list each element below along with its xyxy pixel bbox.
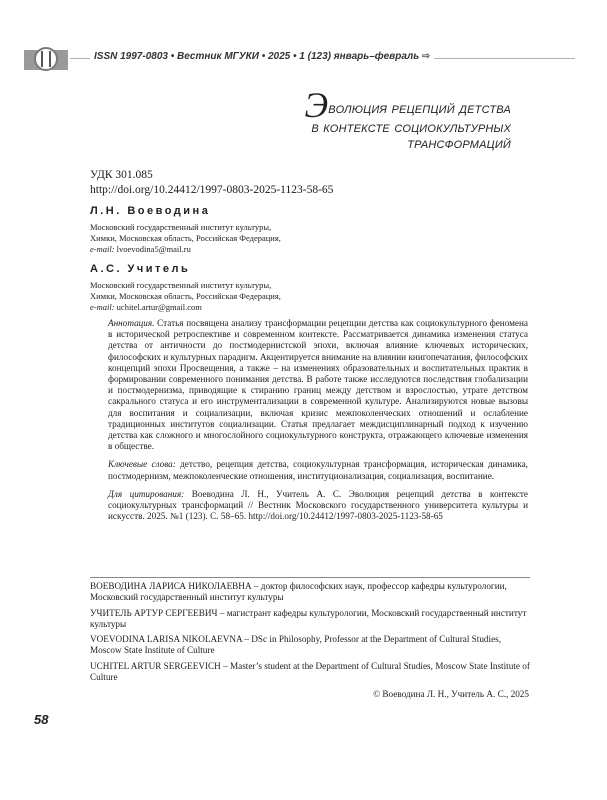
email-label: e-mail:: [90, 302, 115, 312]
abstract-paragraph: [108, 318, 528, 452]
copyright-notice: © Воеводина Л. Н., Учитель А. С., 2025: [373, 689, 529, 699]
bio-name: VOEVODINA LARISA NIKOLAEVNA: [90, 634, 243, 644]
author-bio-2: [90, 608, 530, 630]
article-title: [304, 85, 511, 152]
title-line-3: трансформаций: [407, 135, 511, 152]
doi-link[interactable]: http://doi.org/10.24412/1997-0803-2025-1123-58-65: [90, 184, 334, 196]
author-name: Л.Н. Воеводина: [90, 205, 211, 217]
running-header: ISSN 1997-0803 • Вестник МГУКИ • 2025 • 1 (123) январь–февраль ⇨: [90, 51, 434, 62]
keywords-label: Ключевые слова:: [108, 459, 176, 470]
citation-label: Для цитирования:: [108, 488, 185, 499]
author-block-1: [90, 205, 281, 255]
keywords-text: детство, рецепция детства, социокультурная трансформация, историческая динамика, постмодернизм, межпоколенческие отношения, институционализация, социализация, воспитание.: [108, 459, 528, 481]
bio-text: – магистрант кафедры культурологии, Московский государственный институт культуры: [90, 608, 527, 629]
keywords-paragraph: [108, 459, 528, 481]
bio-text: – DSc in Philosophy, Professor at the Department of Cultural Studies, Moscow State Institute of Culture: [90, 634, 502, 655]
author-email[interactable]: uchitel.artur@gmail.com: [116, 302, 202, 312]
abstract-section: [108, 318, 528, 529]
bio-name: UCHITEL ARTUR SERGEEVICH: [90, 661, 221, 671]
author-location: Химки, Московская область, Российская Федерация,: [90, 233, 281, 243]
citation-paragraph: [108, 489, 528, 523]
page-number: 58: [34, 712, 49, 727]
author-bio-4: [90, 661, 530, 683]
abstract-label: Аннотация.: [108, 318, 155, 328]
bio-name: УЧИТЕЛЬ АРТУР СЕРГЕЕВИЧ: [90, 608, 218, 618]
udk-code: УДК 301.085: [90, 169, 153, 181]
title-line-1-text: волюция рецепций детства: [328, 100, 511, 117]
title-initial: Э: [304, 85, 329, 125]
bio-text: – Master’s student at the Department of Cultural Studies, Moscow State Institute of Culture: [90, 661, 530, 682]
email-label: e-mail:: [90, 244, 115, 254]
bio-name: ВОЕВОДИНА ЛАРИСА НИКОЛАЕВНА: [90, 581, 252, 591]
author-block-2: [90, 263, 281, 313]
section-divider: [90, 577, 530, 578]
author-email-line: [90, 244, 281, 255]
author-bio-3: [90, 634, 530, 656]
author-bio-1: [90, 581, 530, 603]
title-line-1: [304, 85, 511, 125]
author-affiliation: Московский государственный институт культуры,: [90, 280, 272, 290]
title-line-2: в контексте социокультурных: [311, 119, 511, 136]
abstract-text: Статья посвящена анализу трансформации рецепции детства как социокультурного феномена в исторической ретроспективе и современном контексте. Рассматривается динамика изменения статуса детства от античности до постмодернистской эпохи, включая влияние ключевых исторических, философских и культурных парадигм. Акцентируется внимание на влиянии книгопечатания, философских концепций эпохи Просвещения, а также – на изменениях образовательных и воспитательных практик в формировании современного понимания детства. В работе также исследуются последствия глобализации и постмодернизма, приводящие к стиранию границ между детством и взрослостью, утрате детством сакрального статуса и его инструментализации в современной культуре. Анализируются новые вызовы для воспитания и социализации, включая кризис межпоколенческих отношений и ослабление традиционных институтов социализации. Статья предлагает междисциплинарный подход к изучению детства как сложного и многослойного социокультурного конструкта, отражающего ключевые изменения в обществе.: [108, 318, 528, 452]
author-name: А.С. Учитель: [90, 263, 191, 275]
author-location: Химки, Московская область, Российская Федерация,: [90, 291, 281, 301]
column-icon: [41, 51, 51, 67]
author-affiliation: Московский государственный институт культуры,: [90, 222, 272, 232]
author-email-line: [90, 302, 281, 313]
citation-text: Воеводина Л. Н., Учитель А. С. Эволюция рецепций детства в контексте социокультурных трансформаций // Вестник Московского государственного университета культуры и искусств. 2025. №1 (123). С. 58–65. http://doi.org/10.24412/1997-0803-2025-1123-58-65: [108, 488, 529, 522]
bio-text: – доктор философских наук, профессор кафедры культурологии, Московский государственный институт культуры: [90, 581, 507, 602]
author-email[interactable]: lvoevodina5@mail.ru: [116, 244, 191, 254]
